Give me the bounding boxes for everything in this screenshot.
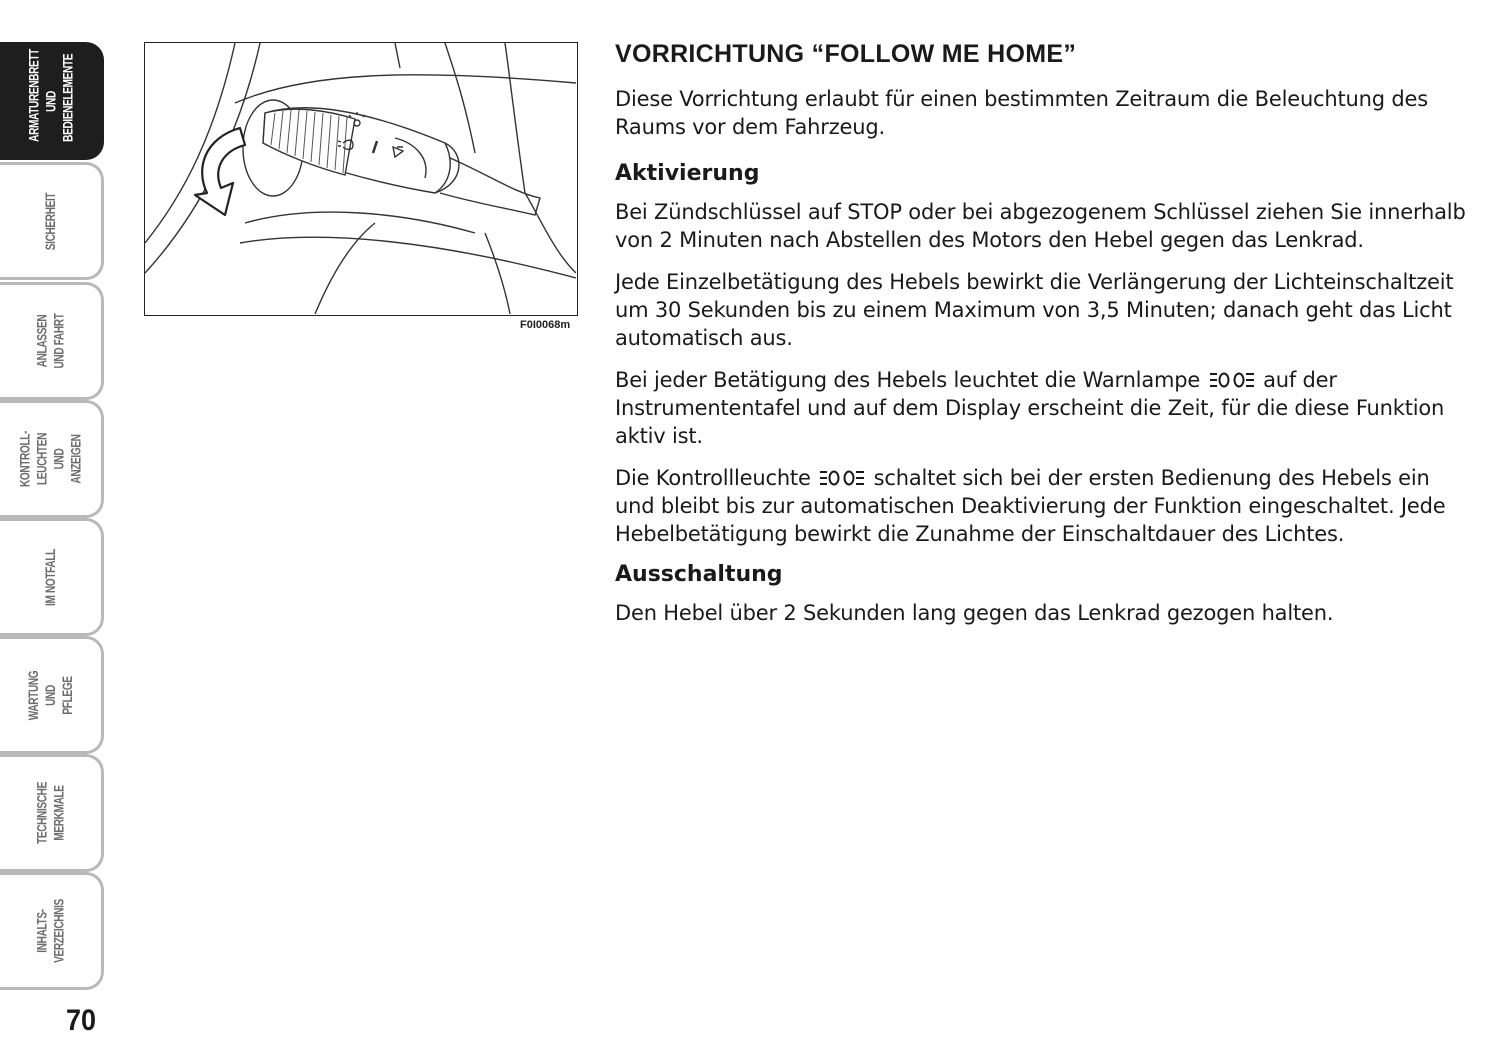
steering-column-lever-icon <box>145 43 576 314</box>
page-number: 70 <box>66 1004 97 1037</box>
text-segment: auf der Instrumententafel und auf dem Display erscheint die Zeit, für die diese Funktion aktiv ist. <box>615 368 1445 448</box>
tab-label: SICHERHEIT <box>42 192 58 250</box>
text-segment: Bei jeder Betätigung des Hebels leuchtet die Warnlampe <box>615 368 1201 392</box>
lever-illustration <box>144 42 578 316</box>
text-segment: Die Kontrollleuchte <box>615 466 811 490</box>
side-lights-warning-lamp-icon <box>1209 370 1255 390</box>
activation-heading: Aktivierung <box>615 161 760 186</box>
activation-paragraph-1: Bei Zündschlüssel auf STOP oder bei abgezogenem Schlüssel ziehen Sie innerhalb von 2 Minuten nach Abstellen des Motors den Hebel gegen das Lenkrad. <box>615 200 1466 252</box>
tab-label: TECHNISCHE MERKMALE <box>33 782 67 844</box>
tab-wartung[interactable] <box>0 636 104 754</box>
tab-label: IM NOTFALL <box>42 548 58 606</box>
tab-label: ARMATURENBRETT UND BEDIENELEMENTE <box>25 48 75 142</box>
tab-sicherheit[interactable] <box>0 162 104 280</box>
tab-armaturenbrett[interactable] <box>0 42 104 160</box>
side-lights-warning-lamp-icon <box>819 468 865 488</box>
main-content <box>615 40 1475 641</box>
intro-paragraph: Diese Vorrichtung erlaubt für einen bestimmten Zeitraum die Beleuchtung des Raums vor dem Fahrzeug. <box>615 87 1428 139</box>
tab-inhaltsverzeichnis[interactable] <box>0 872 104 990</box>
tab-anlassen[interactable] <box>0 282 104 400</box>
tab-im-notfall[interactable] <box>0 518 104 636</box>
activation-paragraph-2: Jede Einzelbetätigung des Hebels bewirkt die Verlängerung der Lichteinschaltzeit um 30 Sekunden bis zu einem Maximum von 3,5 Minuten; danach geht das Licht automatisch aus. <box>615 270 1454 350</box>
tab-kontrollleuchten[interactable] <box>0 400 104 518</box>
tab-label: INHALTS- VERZEICHNIS <box>33 899 67 963</box>
tab-label: KONTROLL- LEUCHTEN UND ANZEIGEN <box>16 430 84 488</box>
activation-paragraph-3 <box>615 366 1475 450</box>
figure-code: F0I0068m <box>520 319 571 331</box>
section-title: VORRICHTUNG “FOLLOW ME HOME” <box>615 40 1077 68</box>
deactivation-heading: Ausschaltung <box>615 562 783 587</box>
tab-label: ANLASSEN UND FAHRT <box>33 313 67 369</box>
tab-technische-merkmale[interactable] <box>0 754 104 872</box>
activation-paragraph-4 <box>615 464 1475 548</box>
text-segment: schaltet sich bei der ersten Bedienung des Hebels ein und bleibt bis zur automatischen Deaktivierung der Funktion eingeschaltet. Jede Hebelbetätigung bewirkt die Zunahme der Einschaltdauer des Lichtes. <box>615 466 1446 546</box>
tab-label: WARTUNG UND PFLEGE <box>25 670 75 720</box>
deactivation-paragraph: Den Hebel über 2 Sekunden lang gegen das Lenkrad gezogen halten. <box>615 601 1334 625</box>
